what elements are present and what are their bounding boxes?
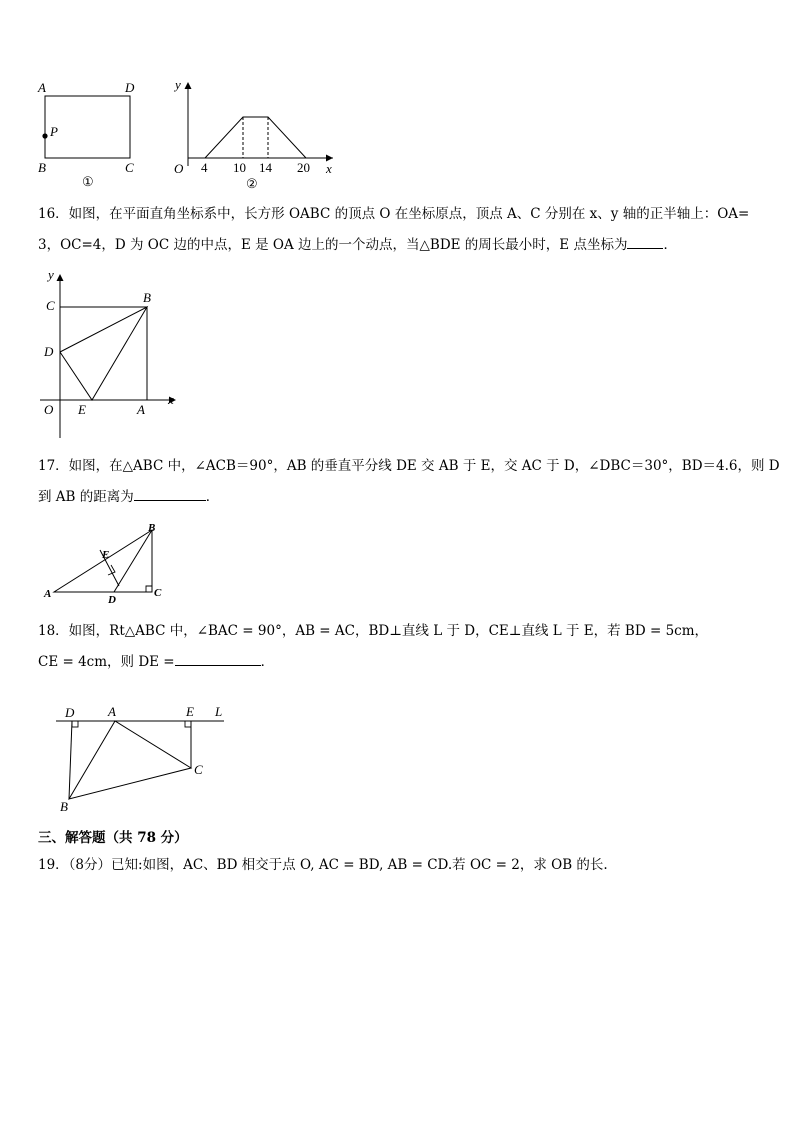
question-18-line-2 bbox=[38, 647, 758, 678]
label-a: A bbox=[38, 80, 46, 95]
label-o: O bbox=[44, 402, 54, 417]
label-c: C bbox=[46, 298, 55, 313]
question-18-period: ． bbox=[260, 654, 275, 670]
figure-number-2: ② bbox=[246, 176, 258, 191]
point-p bbox=[42, 133, 47, 138]
label-a: A bbox=[108, 704, 116, 719]
label-e: E bbox=[78, 402, 86, 417]
label-a: A bbox=[137, 402, 145, 417]
label-b: B bbox=[38, 160, 46, 175]
question-19-line-1: 19．（8分）已知:如图，AC、BD 相交于点 O, AC = BD, AB = CD.若 OC = 2，求 OB 的长. bbox=[38, 857, 608, 873]
label-e: E bbox=[186, 704, 194, 719]
axis-y-label: y bbox=[175, 77, 181, 92]
label-c: C bbox=[154, 587, 162, 599]
origin-label: O bbox=[174, 161, 184, 176]
label-l: L bbox=[215, 704, 223, 719]
tick-14: 14 bbox=[259, 160, 272, 175]
label-p: P bbox=[50, 124, 58, 139]
label-d: D bbox=[44, 344, 54, 359]
label-b: B bbox=[60, 799, 68, 814]
question-17 bbox=[38, 451, 780, 513]
label-c: C bbox=[194, 762, 203, 777]
label-b: B bbox=[143, 290, 151, 305]
question-16-line-2 bbox=[38, 230, 758, 261]
question-19 bbox=[38, 850, 758, 881]
axis-x-label: x bbox=[168, 392, 174, 407]
question-16-text: 3，OC=4，D 为 OC 边的中点，E 是 OA 边上的一个动点，当△BDE 的周长最小时，E 点坐标为 bbox=[38, 237, 628, 253]
label-a: A bbox=[44, 588, 52, 600]
figure-18-right-triangle bbox=[50, 700, 235, 818]
question-16-period: ． bbox=[663, 237, 677, 253]
tick-20: 20 bbox=[297, 160, 310, 175]
label-c: C bbox=[125, 160, 134, 175]
question-17-line-2 bbox=[38, 482, 758, 513]
figure-15-rectangle bbox=[30, 78, 150, 190]
tick-4: 4 bbox=[201, 160, 208, 175]
answer-blank-16[interactable] bbox=[627, 234, 663, 249]
question-18-text: CE = 4cm，则 DE = bbox=[38, 654, 175, 670]
axis-x-label: x bbox=[326, 161, 332, 176]
question-18-line-1: 18．如图，Rt△ABC 中，∠BAC = 90°，AB = AC，BD⊥直线 L 于 D，CE⊥直线 L 于 E，若 BD = 5cm， bbox=[38, 623, 709, 639]
tick-10: 10 bbox=[233, 160, 246, 175]
question-17-text: 到 AB 的距离为 bbox=[38, 489, 134, 505]
question-16 bbox=[38, 199, 758, 261]
question-18 bbox=[38, 616, 758, 678]
axis-y-label: y bbox=[48, 267, 54, 282]
question-16-line-1: 16．如图，在平面直角坐标系中，长方形 OABC 的顶点 O 在坐标原点，顶点 A、C 分别在 x、y 轴的正半轴上：OA= bbox=[38, 206, 750, 222]
figure-number-1: ① bbox=[82, 174, 94, 189]
figure-17-triangle bbox=[40, 520, 175, 608]
figure-15-graph bbox=[168, 74, 343, 192]
label-d: D bbox=[65, 705, 75, 720]
label-d: D bbox=[125, 80, 135, 95]
answer-blank-18[interactable] bbox=[175, 651, 261, 666]
label-b: B bbox=[148, 522, 156, 534]
figure-16-coordinate bbox=[36, 266, 186, 441]
question-17-line-1: 17．如图，在△ABC 中，∠ACB＝90°，AB 的垂直平分线 DE 交 AB 于 E，交 AC 于 D，∠DBC＝30°，BD＝4.6，则 D bbox=[38, 458, 780, 474]
label-d: D bbox=[108, 594, 116, 606]
label-e: E bbox=[102, 549, 110, 561]
answer-blank-17[interactable] bbox=[134, 486, 206, 501]
question-17-period: ． bbox=[205, 489, 220, 505]
section-3-heading: 三、解答题（共 78 分） bbox=[38, 830, 188, 846]
